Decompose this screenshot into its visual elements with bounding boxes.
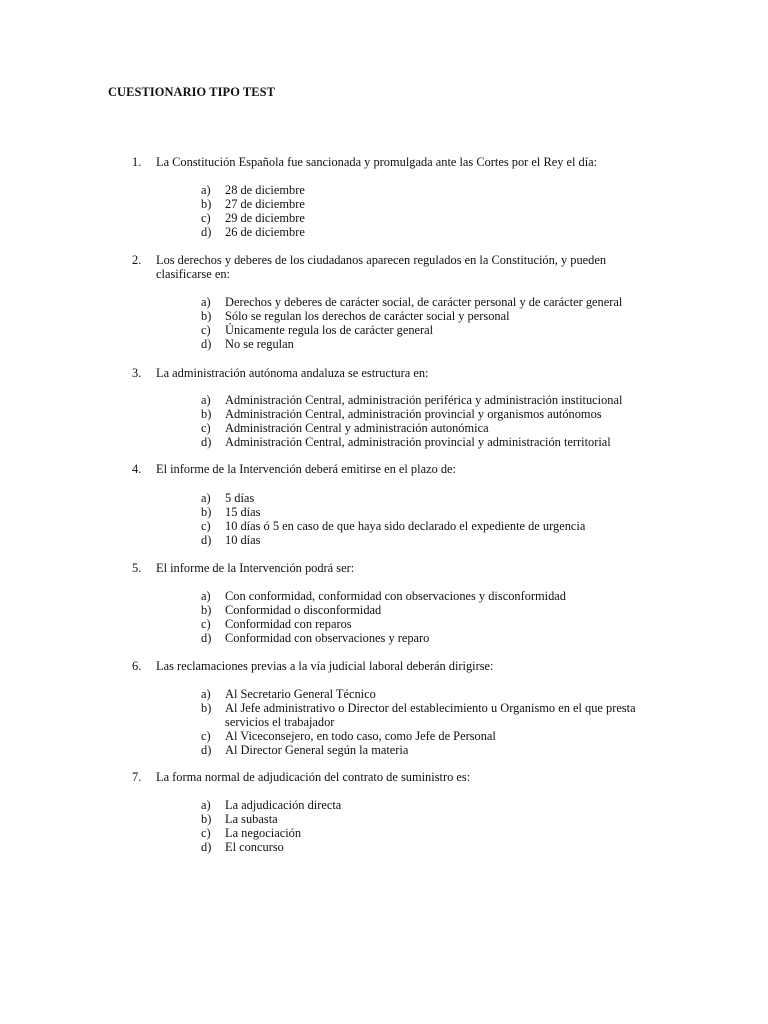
option-item [0, 183, 768, 197]
option-item [0, 603, 768, 617]
option-letter: c) [201, 211, 211, 225]
option-text: 10 días ó 5 en caso de que haya sido declarado el expediente de urgencia [225, 519, 586, 533]
options-list-2 [0, 295, 768, 351]
option-letter: a) [201, 491, 211, 505]
option-item [0, 225, 768, 239]
option-item [0, 421, 768, 435]
option-text: El concurso [225, 840, 284, 854]
option-letter: b) [201, 505, 212, 519]
option-item [0, 309, 768, 323]
question-text: La administración autónoma andaluza se estructura en: [156, 366, 429, 380]
question-number: 2. [132, 253, 142, 267]
option-text: Al Director General según la materia [225, 743, 409, 757]
option-item [0, 519, 768, 533]
option-text: La negociación [225, 826, 302, 840]
question-text: El informe de la Intervención podrá ser: [156, 561, 355, 575]
option-item [0, 840, 768, 854]
option-letter: a) [201, 687, 211, 701]
option-item [0, 812, 768, 826]
option-letter: c) [201, 826, 211, 840]
option-letter: a) [201, 589, 211, 603]
option-item [0, 407, 768, 421]
question-number: 6. [132, 659, 142, 673]
option-text: Administración Central y administración autonómica [225, 421, 489, 435]
option-item [0, 617, 768, 631]
option-text: Únicamente regula los de carácter general [225, 323, 434, 337]
option-item [0, 435, 768, 449]
options-list-3 [0, 393, 768, 449]
option-text: Al Secretario General Técnico [225, 687, 376, 701]
option-item [0, 337, 768, 351]
option-item [0, 701, 768, 729]
option-letter: d) [201, 337, 212, 351]
option-letter: d) [201, 533, 212, 547]
option-text: Conformidad con reparos [225, 617, 352, 631]
question-number: 3. [132, 366, 142, 380]
option-letter: a) [201, 798, 211, 812]
options-list-1 [0, 183, 768, 239]
option-letter: c) [201, 617, 211, 631]
option-text: 27 de diciembre [225, 197, 305, 211]
option-text: Administración Central, administración periférica y administración institucional [225, 393, 623, 407]
option-text: Administración Central, administración provincial y administración territorial [225, 435, 611, 449]
option-text: 29 de diciembre [225, 211, 305, 225]
option-letter: b) [201, 407, 212, 421]
question-number: 7. [132, 770, 142, 784]
option-item [0, 729, 768, 743]
option-text: Sólo se regulan los derechos de carácter social y personal [225, 309, 510, 323]
option-item [0, 533, 768, 547]
option-text: Al Jefe administrativo o Director del establecimiento u Organismo en el que presta servicios el trabajador [225, 701, 636, 729]
option-letter: a) [201, 393, 211, 407]
option-text: Con conformidad, conformidad con observaciones y disconformidad [225, 589, 566, 603]
option-text: Al Viceconsejero, en todo caso, como Jefe de Personal [225, 729, 496, 743]
options-list-4 [0, 491, 768, 547]
question-number: 5. [132, 561, 142, 575]
option-text: 15 días [225, 505, 261, 519]
option-letter: d) [201, 225, 212, 239]
option-item [0, 211, 768, 225]
page-title: CUESTIONARIO TIPO TEST [108, 85, 276, 99]
option-letter: d) [201, 435, 212, 449]
option-letter: b) [201, 309, 212, 323]
question-number: 1. [132, 155, 142, 169]
question-text: La forma normal de adjudicación del contrato de suministro es: [156, 770, 471, 784]
option-item [0, 323, 768, 337]
option-item [0, 687, 768, 701]
option-item [0, 589, 768, 603]
option-item [0, 491, 768, 505]
option-letter: d) [201, 840, 212, 854]
question-text: Los derechos y deberes de los ciudadanos aparecen regulados en la Constitución, y pueden clasificarse en: [156, 253, 607, 281]
option-letter: a) [201, 295, 211, 309]
question-text: Las reclamaciones previas a la vía judicial laboral deberán dirigirse: [156, 659, 494, 673]
option-letter: b) [201, 197, 212, 211]
option-item [0, 295, 768, 309]
option-item [0, 393, 768, 407]
option-text: 28 de diciembre [225, 183, 305, 197]
option-text: No se regulan [225, 337, 294, 351]
option-text: 10 días [225, 533, 261, 547]
option-text: La subasta [225, 812, 278, 826]
option-letter: b) [201, 603, 212, 617]
option-text: 26 de diciembre [225, 225, 305, 239]
option-item [0, 197, 768, 211]
option-letter: d) [201, 631, 212, 645]
option-text: Conformidad con observaciones y reparo [225, 631, 430, 645]
option-letter: b) [201, 812, 212, 826]
question-text: La Constitución Española fue sancionada y promulgada ante las Cortes por el Rey el día: [156, 155, 598, 169]
option-text: Conformidad o disconformidad [225, 603, 382, 617]
options-list-6 [0, 687, 768, 757]
option-letter: c) [201, 323, 211, 337]
option-letter: c) [201, 421, 211, 435]
options-list-7 [0, 798, 768, 854]
option-letter: c) [201, 519, 211, 533]
option-item [0, 743, 768, 757]
option-text: Administración Central, administración provincial y organismos autónomos [225, 407, 602, 421]
option-letter: d) [201, 743, 212, 757]
option-text: La adjudicación directa [225, 798, 342, 812]
option-text: 5 días [225, 491, 255, 505]
options-list-5 [0, 589, 768, 645]
option-item [0, 826, 768, 840]
option-text: Derechos y deberes de carácter social, de carácter personal y de carácter general [225, 295, 623, 309]
question-text: El informe de la Intervención deberá emitirse en el plazo de: [156, 462, 456, 476]
option-item [0, 798, 768, 812]
option-letter: b) [201, 701, 212, 715]
option-item [0, 505, 768, 519]
question-number: 4. [132, 462, 142, 476]
option-item [0, 631, 768, 645]
option-letter: a) [201, 183, 211, 197]
option-letter: c) [201, 729, 211, 743]
